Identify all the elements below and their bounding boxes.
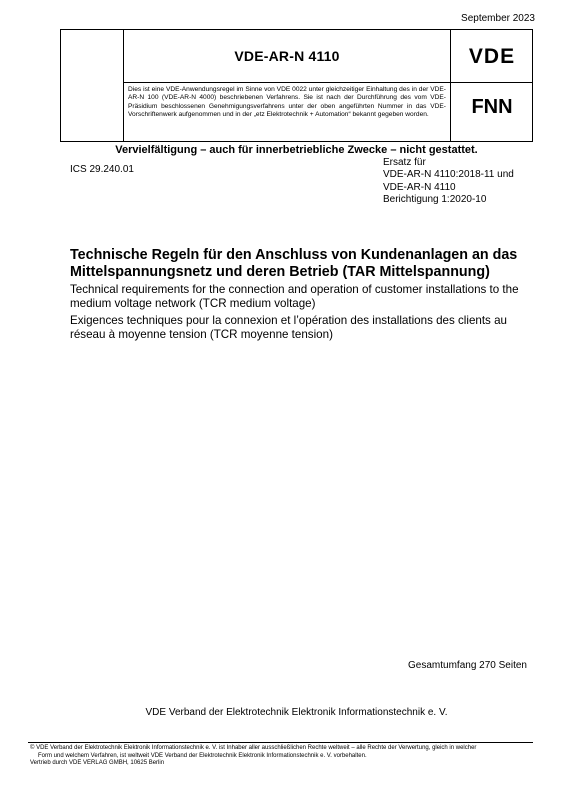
- publication-date: September 2023: [461, 13, 535, 24]
- replacement-line: VDE-AR-N 4110:2018-11 und: [383, 169, 514, 181]
- fnn-label: FNN: [471, 96, 513, 118]
- vde-logo: VDE: [468, 45, 516, 68]
- application-rule-notice: Dies ist eine VDE-Anwendungsregel im Sinne von VDE 0022 unter gleichzeitiger Einhaltung des in der VDE-AR-N 100 (VDE-AR-N 4000) beschriebenen Verfahrens. Sie ist nach der Durchführung des vom VDE-Präsidium beschlossenen Genehmigungsverfahrens unter der oben angeführten Nummer in das VDE-Vorschriftenwerk aufgenommen und in der „etz Elektrotechnik + Automation“ bekannt gegeben worden.: [128, 86, 446, 119]
- ics-code: ICS 29.240.01: [70, 164, 134, 175]
- title-block-divider-horizontal: [123, 82, 533, 83]
- replacement-line: Berichtigung 1:2020-10: [383, 194, 487, 206]
- replacement-line: VDE-AR-N 4110: [383, 181, 456, 193]
- copyright-line: © VDE Verband der Elektrotechnik Elektronik Informationstechnik e. V. ist Inhaber aller ausschließlichen Rechte weltweit – alle Rechte der Verwertung, gleich in welcher: [30, 745, 477, 751]
- reproduction-notice: Vervielfältigung – auch für innerbetriebliche Zwecke – nicht gestattet.: [115, 144, 478, 156]
- title-english: Technical requirements for the connection and operation of customer installations to the medium voltage network (TCR medium voltage): [70, 283, 519, 310]
- total-pages: Gesamtumfang 270 Seiten: [408, 660, 527, 671]
- title-german: Technische Regeln für den Anschluss von Kundenanlagen an das Mittelspannungsnetz und deren Betrieb (TAR Mittelspannung): [70, 247, 518, 280]
- replacement-info: [383, 157, 514, 207]
- copyright-footer: [30, 745, 535, 768]
- replacement-line: Ersatz für: [383, 157, 426, 168]
- standard-number: VDE-AR-N 4110: [234, 48, 340, 64]
- title-french: Exigences techniques pour la connexion et l’opération des installations des clients au réseau à moyenne tension (TCR moyenne tension): [70, 314, 507, 341]
- publisher: VDE Verband der Elektrotechnik Elektronik Informationstechnik e. V.: [145, 707, 448, 718]
- distribution-line: Vertrieb durch VDE VERLAG GMBH, 10625 Berlin: [30, 760, 165, 766]
- copyright-line: Form und welchem Verfahren, ist weltweit VDE Verband der Elektrotechnik Elektronik Informationstechnik e. V. vorbehalten.: [38, 752, 367, 759]
- footer-divider: [28, 742, 533, 743]
- title-block-divider-left: [123, 29, 124, 142]
